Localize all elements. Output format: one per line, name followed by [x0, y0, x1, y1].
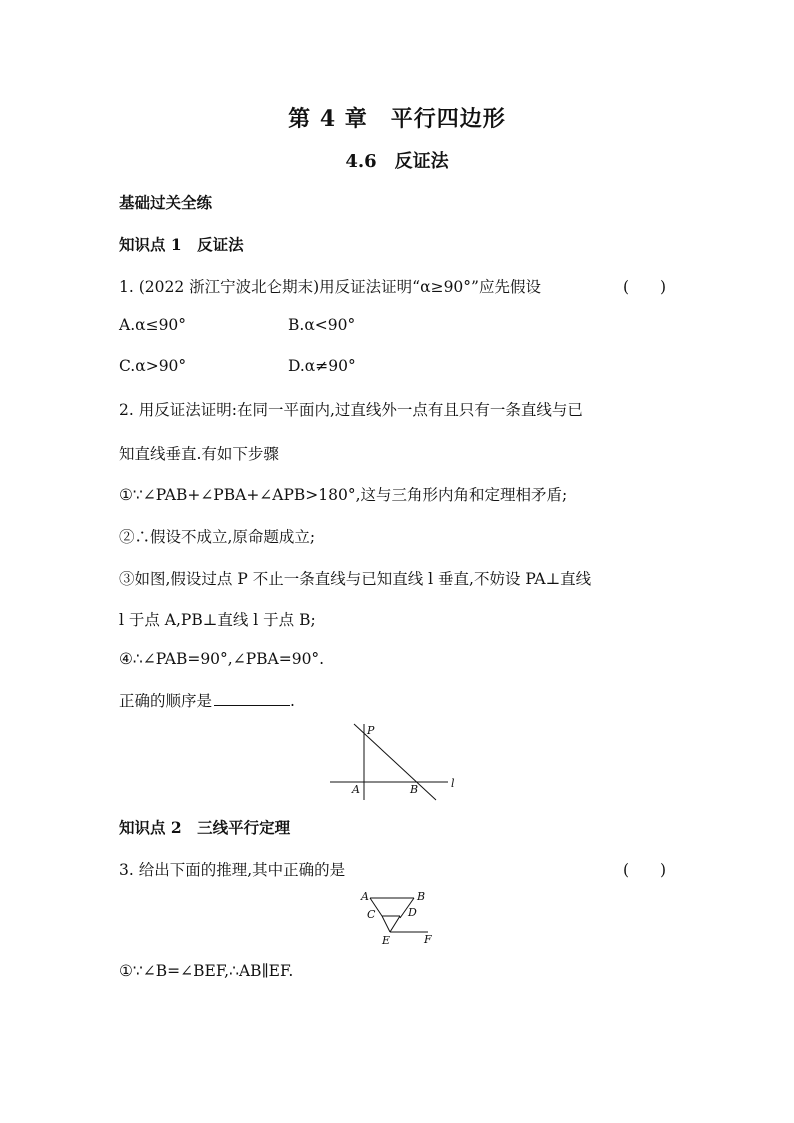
practice-label: 基础过关全练	[119, 193, 213, 212]
q2-step-3-line-2: l 于点 A,PB⊥直线 l 于点 B;	[119, 611, 316, 629]
label-f: F	[424, 933, 432, 946]
q1-option-d: D.α≠90°	[288, 357, 356, 375]
label-b: B	[417, 890, 426, 903]
q2-step-2: ②∴假设不成立,原命题成立;	[119, 528, 316, 546]
q2-answer-line	[119, 689, 295, 711]
label-b: B	[410, 783, 419, 796]
label-a: A	[361, 890, 369, 903]
segment-ce	[382, 916, 390, 932]
q2-step-4: ④∴∠PAB=90°,∠PBA=90°.	[119, 650, 325, 668]
q1-option-c: C.α>90°	[119, 357, 187, 375]
q2-stem-line-1: 2. 用反证法证明:在同一平面内,过直线外一点有且只有一条直线与已	[119, 401, 583, 419]
q2-answer-end: .	[290, 692, 295, 710]
q2-step-1: ①∵∠PAB+∠PBA+∠APB>180°,这与三角形内角和定理相矛盾;	[119, 486, 568, 504]
q3-stem: 3. 给出下面的推理,其中正确的是	[119, 861, 346, 879]
q1-option-b: B.α<90°	[288, 316, 356, 334]
q2-answer-blank[interactable]	[214, 691, 290, 706]
q2-stem-line-2: 知直线垂直.有如下步骤	[119, 445, 279, 463]
segment-de	[390, 916, 400, 932]
label-e: E	[382, 934, 391, 946]
q1-stem: 1. (2022 浙江宁波北仑期末)用反证法证明“α≥90°”应先假设	[119, 278, 541, 296]
label-a: A	[352, 783, 360, 796]
knowledge-point-1-heading: 知识点 1 反证法	[119, 235, 244, 254]
q1-option-a: A.α≤90°	[119, 316, 187, 334]
section-title: 4.6 反证法	[345, 151, 449, 172]
label-p: P	[367, 724, 375, 737]
q3-answer-paren: ( )	[623, 861, 667, 879]
q2-step-3-line-1: ③如图,假设过点 P 不止一条直线与已知直线 l 垂直,不妨设 PA⊥直线	[119, 570, 592, 588]
q2-answer-prompt: 正确的顺序是	[119, 692, 213, 710]
q3-item-1: ①∵∠B=∠BEF,∴AB∥EF.	[119, 962, 294, 980]
q1-answer-paren: ( )	[623, 278, 667, 296]
label-l: l	[451, 777, 455, 790]
label-c: C	[367, 908, 376, 921]
chapter-title: 第 4 章 平行四边形	[288, 106, 506, 132]
q3-figure	[356, 888, 440, 946]
knowledge-point-2-heading: 知识点 2 三线平行定理	[119, 818, 291, 837]
q2-figure	[330, 720, 470, 805]
label-d: D	[408, 906, 417, 919]
